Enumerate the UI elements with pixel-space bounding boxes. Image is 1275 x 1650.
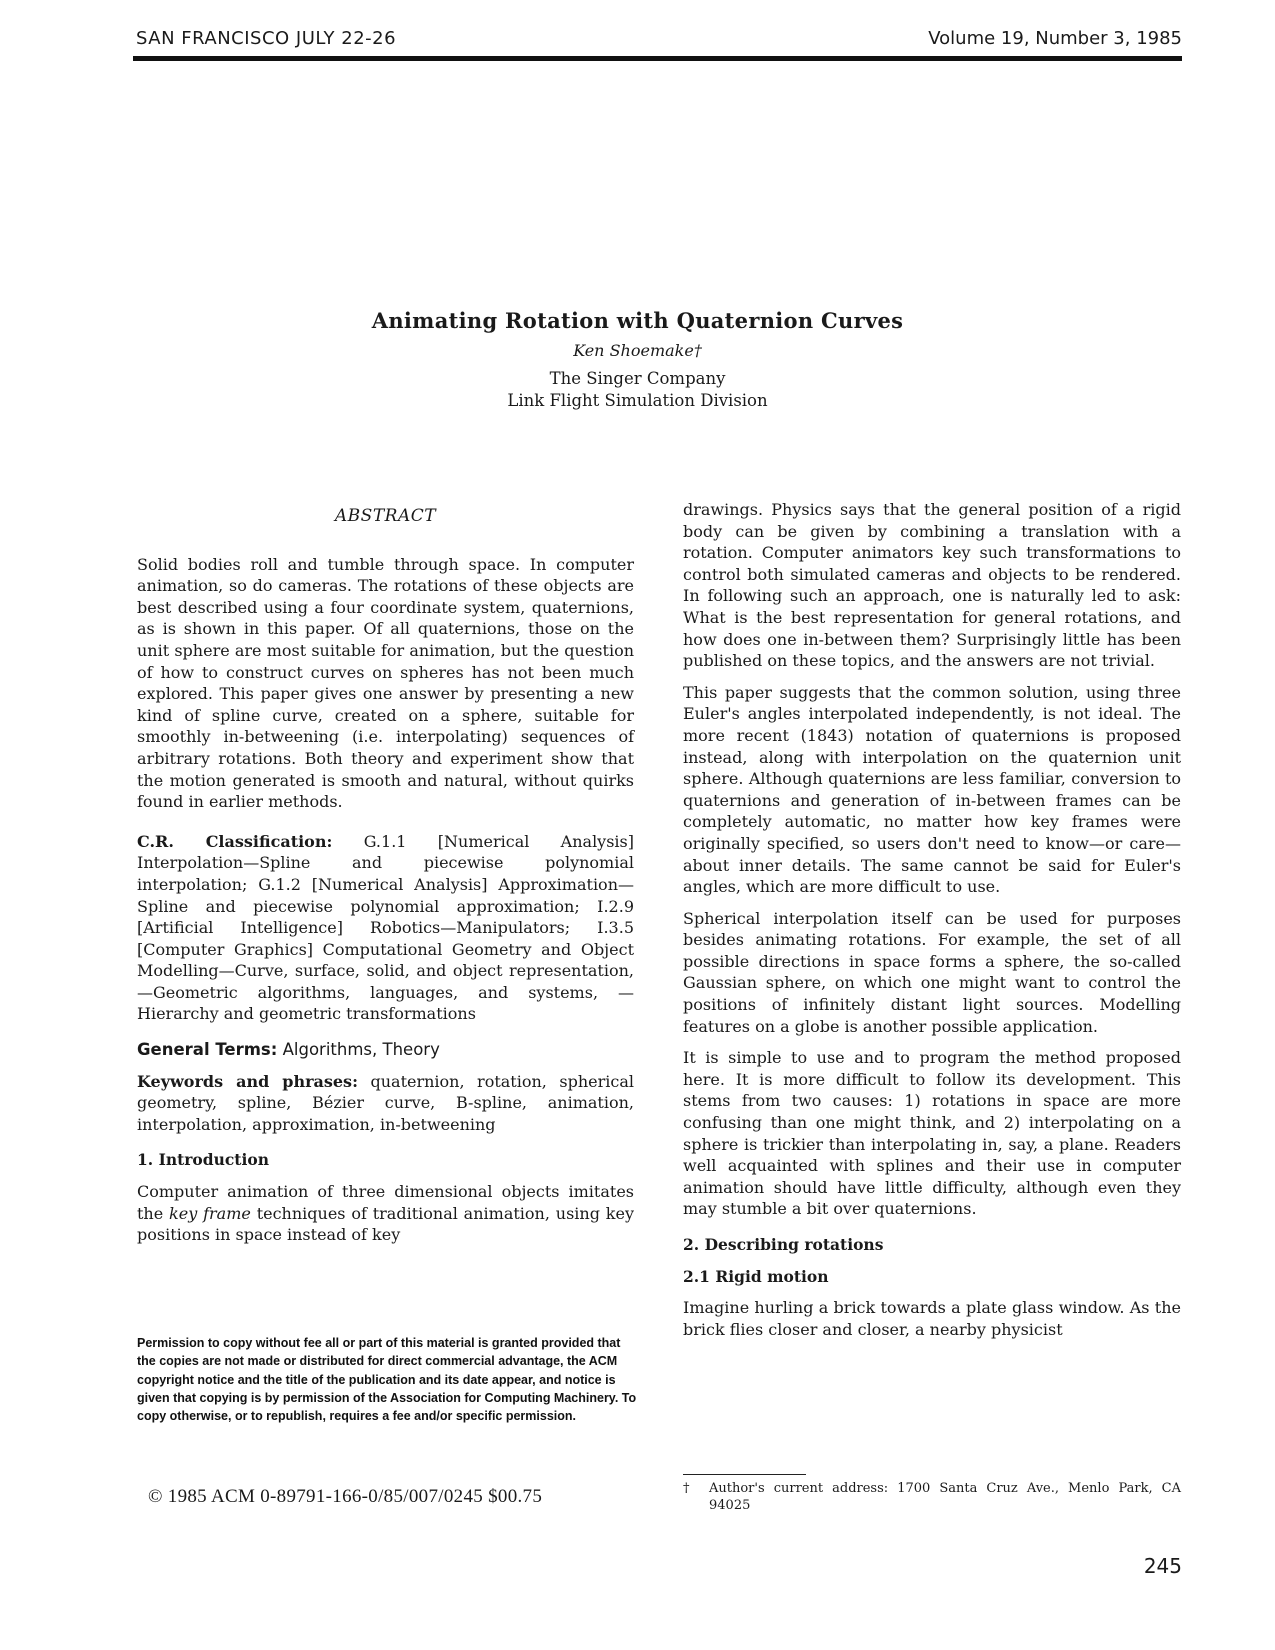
affiliation-company: The Singer Company: [549, 369, 726, 388]
intro-p1-end: techniques of traditional animation, using key positions in space instead of key: [137, 1203, 634, 1245]
header-volume: Volume 19, Number 3, 1985: [928, 28, 1182, 49]
header-conference: SAN FRANCISCO JULY 22-26: [136, 28, 397, 49]
permission-notice: Permission to copy without fee all or part of this material is granted provided that the copies are not made or distributed for direct commercial advantage, the ACM copyright notice and the title of the publication and its date appear, and notice is given that copying is by permission of the Association for Computing Machinery. To copy otherwise, or to republish, requires a fee and/or specific permission.: [137, 1336, 637, 1424]
page-number: 245: [1143, 1554, 1182, 1578]
general-terms-text: Algorithms, Theory: [282, 1040, 440, 1060]
footnote: [683, 1480, 1181, 1514]
abstract-text: Solid bodies roll and tumble through space. In computer animation, so do cameras. The rotations of these objects are best described using a four coordinate system, quaternions, as is shown in this paper. Of all quaternions, those on the unit sphere are most suitable for animation, but the question of how to construct curves on spheres has not been much explored. This paper gives one answer by presenting a new kind of spline curve, created on a sphere, suitable for smoothly in-betweening (i.e. interpolating) sequences of arbitrary rotations. Both theory and experiment show that the motion generated is smooth and natural, without quirks found in earlier methods.: [137, 554, 634, 812]
header-rule: [133, 56, 1182, 61]
keywords-label: Keywords and phrases:: [137, 1071, 358, 1091]
title-block: [0, 308, 1275, 412]
footnote-rule: [683, 1474, 806, 1475]
cr-classification-label: C.R. Classification:: [137, 831, 333, 851]
intro-paragraph-4: It is simple to use and to program the method proposed here. It is more difficult to follow its development. This stems from two causes: 1) rotations in space are more confusing than one might think, and 2) interpolating on a sphere is trickier than interpolating in, say, a plane. Readers well acquainted with splines and their use in computer animation should have little difficulty, although even they may stumble a bit over quaternions.: [683, 1048, 1181, 1219]
general-terms-label: General Terms:: [137, 1040, 278, 1060]
abstract-heading: ABSTRACT: [334, 506, 437, 526]
subsection-heading-rigid-motion: 2.1 Rigid motion: [683, 1266, 829, 1286]
general-terms: [137, 1039, 634, 1061]
section-heading-introduction: 1. Introduction: [137, 1150, 269, 1170]
copyright-line: © 1985 ACM 0-89791-166-0/85/007/0245 $00.75: [148, 1486, 543, 1507]
footnote-text: Author's current address: 1700 Santa Cruz Ave., Menlo Park, CA 94025: [709, 1481, 1181, 1513]
cr-classification-text: G.1.1 [Numerical Analysis] Interpolation—Spline and piecewise polynomial interpolation; G.1.2 [Numerical Analysis] Approximation—Spline and piecewise polynomial approximation; I.2.9 [Artificial Intelligence] Robotics—Manipulators; I.3.5 [Computer Graphics] Computational Geometry and Object Modelling—Curve, surface, solid, and object representation, —Geometric algorithms, languages, and systems, —Hierarchy and geometric transformations: [137, 831, 634, 1024]
paper-affiliation: [0, 368, 1275, 412]
intro-paragraph-1: [137, 1181, 634, 1246]
keywords-text: quaternion, rotation, spherical geometry, spline, Bézier curve, B-spline, animation, interpolation, approximation, in-betweening: [137, 1071, 634, 1134]
running-header: [136, 28, 1182, 58]
intro-p1-start: Computer animation of three dimensional objects imitates the: [137, 1182, 634, 1223]
right-column: [683, 499, 1181, 1350]
intro-p1-emphasis: key frame: [169, 1203, 251, 1223]
cr-classification: [137, 831, 634, 1025]
paper-author: Ken Shoemake†: [573, 341, 702, 360]
footnote-mark: †: [683, 1481, 690, 1496]
left-column: [137, 500, 634, 1256]
paper-title: Animating Rotation with Quaternion Curves: [371, 308, 904, 333]
affiliation-division: Link Flight Simulation Division: [507, 391, 768, 410]
intro-paragraph-2: This paper suggests that the common solution, using three Euler's angles interpolated independently, is not ideal. The more recent (1843) notation of quaternions is proposed instead, along with interpolation on the quaternion unit sphere. Although quaternions are less familiar, conversion to quaternions and generation of in-between frames can be completely automatic, no matter how key frames were originally specified, so users don't need to know—or care—about inner details. The same cannot be said for Euler's angles, which are more difficult to use.: [683, 682, 1181, 897]
intro-paragraph-1-continued: drawings. Physics says that the general position of a rigid body can be given by combining a translation with a rotation. Computer animators key such transformations to control both simulated cameras and objects to be rendered. In following such an approach, one is naturally led to ask: What is the best representation for general rotations, and how does one in-between them? Surprisingly little has been published on these topics, and the answers are not trivial.: [683, 500, 1181, 671]
section-heading-describing-rotations: 2. Describing rotations: [683, 1235, 884, 1254]
rigid-motion-paragraph: Imagine hurling a brick towards a plate glass window. As the brick flies closer and closer, a nearby physicist: [683, 1298, 1181, 1339]
intro-paragraph-3: Spherical interpolation itself can be used for purposes besides animating rotations. For example, the set of all possible directions in space forms a sphere, the so-called Gaussian sphere, on which one might want to control the positions of infinitely distant light sources. Modelling features on a globe is another possible application.: [683, 908, 1181, 1036]
keywords: [137, 1071, 634, 1136]
